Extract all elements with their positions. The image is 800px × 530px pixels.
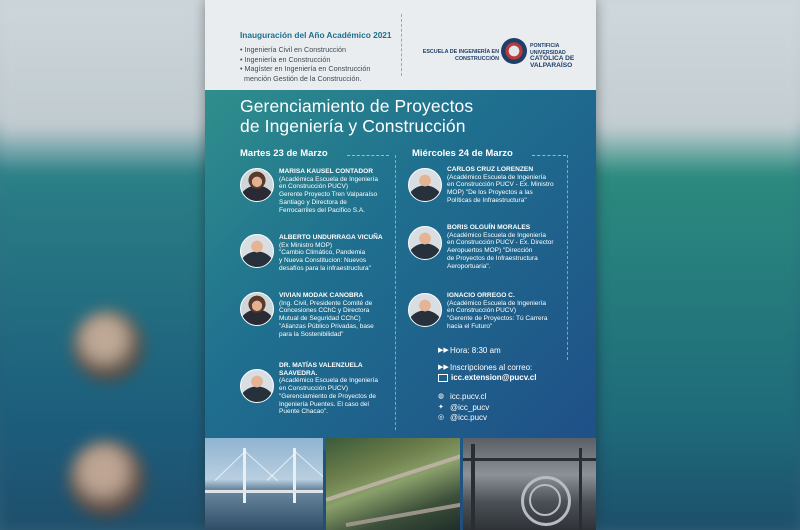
bridge-photo xyxy=(205,438,323,530)
speaker-name: BORIS OLGUÍN MORALES xyxy=(447,224,531,231)
registration xyxy=(438,363,536,383)
speaker-detail: "Gerenciamiento de Proyectos de xyxy=(279,392,376,400)
speaker-detail: en Construcción PUCV) xyxy=(279,385,348,393)
speaker-detail: (Académico Escuela de Ingeniería xyxy=(447,173,547,181)
globe-icon: ◍ xyxy=(438,393,445,401)
photo-strip xyxy=(205,438,596,530)
column-divider xyxy=(567,155,568,360)
speaker-avatar xyxy=(240,369,274,403)
speaker-detail: en Construcción PUCV - Ex. Ministro xyxy=(447,181,554,189)
speaker-detail: y Nueva Constitucion: Nuevos xyxy=(279,257,367,265)
speaker-detail: hacia el Futuro" xyxy=(447,322,493,330)
university-line: CATÓLICA DE xyxy=(530,55,575,63)
speaker-detail: Gerente Proyecto Tren Valparaíso xyxy=(279,191,378,199)
hour-text: Hora: 8:30 am xyxy=(450,346,501,355)
school-name: ESCUELA DE INGENIERÍA EN CONSTRUCCIÓN xyxy=(422,49,499,62)
inauguration-title: Inauguración del Año Académico 2021 xyxy=(240,30,392,40)
speaker-name: ALBERTO UNDURRAGA VICUÑA xyxy=(279,234,383,241)
speaker-name: SAAVEDRA. xyxy=(279,369,318,377)
title-line: de Ingeniería y Construcción xyxy=(240,115,466,136)
speaker-detail: "Alianzas Público Privadas, base xyxy=(279,322,374,330)
speaker-detail: Ingeniería Puentes. El caso del xyxy=(279,400,369,408)
program-item: mención Gestión de la Construcción. xyxy=(240,73,362,83)
speaker-name: DR. MATÍAS VALENZUELA xyxy=(279,362,363,369)
website-link[interactable]: icc.pucv.cl xyxy=(450,392,487,401)
event-poster xyxy=(205,0,596,530)
speaker-name: IGNACIO ORREGO C. xyxy=(447,292,515,299)
speaker-detail: para la Sostenibilidad" xyxy=(279,330,344,338)
speaker-detail: Puente Chacao". xyxy=(279,408,328,416)
speaker-detail: Mutual de Seguridad CChC) xyxy=(279,315,361,323)
social-links xyxy=(438,392,489,424)
twitter-icon: ✦ xyxy=(438,403,444,411)
instagram-link[interactable]: @icc.pucv xyxy=(450,413,488,422)
speaker-detail: (Académico Escuela de Ingeniería xyxy=(447,299,547,307)
speaker-card xyxy=(279,234,395,273)
speaker-avatar xyxy=(240,234,274,268)
speaker-detail: (Académica Escuela de Ingeniería xyxy=(279,175,379,183)
speaker-detail: MOP) "De los Proyectos a las xyxy=(447,189,533,197)
instagram-icon: ◎ xyxy=(438,414,445,422)
day1-rule xyxy=(347,155,389,156)
registration-email[interactable]: icc.extension@pucv.cl xyxy=(451,373,537,382)
speaker-detail: desafíos para la infraestructura" xyxy=(279,264,371,272)
play-icon: ▶▶ xyxy=(438,364,449,372)
speaker-detail: (Ing. Civil, Presidente Comité de xyxy=(279,299,373,307)
speaker-detail: Santiago y Directora de xyxy=(279,198,347,206)
header-divider xyxy=(401,14,402,76)
tunnel-photo xyxy=(463,438,596,530)
speaker-detail: Aeropuertos MOP) "Dirección xyxy=(447,247,533,255)
event-hour xyxy=(438,346,501,356)
speaker-card xyxy=(279,168,395,214)
speaker-detail: "Gerente de Proyectos: Tú Carrera xyxy=(447,315,548,323)
speaker-detail: "Cambio Climático, Pandemia xyxy=(279,249,366,257)
play-icon: ▶▶ xyxy=(438,347,449,355)
speaker-detail: Aeroportuaria". xyxy=(447,262,491,270)
university-line: UNIVERSIDAD xyxy=(530,49,566,56)
speaker-detail: (Ex Ministro MOP) xyxy=(279,241,333,249)
day2-label: Miércoles 24 de Marzo xyxy=(412,148,513,159)
column-divider xyxy=(395,155,396,430)
day1-label: Martes 23 de Marzo xyxy=(240,148,328,159)
program-item: • Ingeniería en Construcción xyxy=(240,54,331,64)
mail-icon xyxy=(438,374,448,382)
poster-title xyxy=(240,97,473,136)
program-item: • Ingeniería Civil en Construcción xyxy=(240,45,346,54)
speaker-name: CARLOS CRUZ LORENZEN xyxy=(447,166,534,173)
speaker-name: VIVIAN MODAK CANOBRA xyxy=(279,292,364,299)
speaker-avatar xyxy=(240,168,274,202)
speaker-detail: en Construcción PUCV) xyxy=(279,183,348,191)
speaker-card xyxy=(447,224,567,270)
speaker-avatar xyxy=(408,168,442,202)
speaker-avatar xyxy=(408,226,442,260)
university-line: VALPARAÍSO xyxy=(530,61,573,69)
twitter-link[interactable]: @icc_pucv xyxy=(450,402,490,412)
speaker-detail: Políticas de Infraestructura" xyxy=(447,196,527,204)
university-line: PONTIFICIA xyxy=(530,43,560,49)
speaker-detail: Ferrocarriles del Pacífico S.A. xyxy=(279,206,365,214)
speaker-detail: en Construcción PUCV) xyxy=(447,307,516,315)
speaker-card xyxy=(279,362,395,416)
highway-photo xyxy=(326,438,460,530)
programs-list xyxy=(240,45,370,83)
university-logo-text xyxy=(530,43,574,69)
speaker-avatar xyxy=(240,292,274,326)
speaker-detail: en Construcción PUCV - Ex. Director xyxy=(447,239,554,247)
speaker-name: MARISA KAUSEL CONTADOR xyxy=(279,168,374,175)
speaker-card xyxy=(447,292,567,331)
speaker-detail: (Académico Escuela de Ingeniería xyxy=(447,231,547,239)
university-seal-icon xyxy=(501,38,527,64)
speaker-detail: de Proyectos de Infraestructura xyxy=(447,254,538,262)
day2-rule xyxy=(532,155,566,156)
speaker-card xyxy=(279,292,395,338)
register-label: Inscripciones al correo: xyxy=(450,363,533,372)
speaker-avatar xyxy=(408,293,442,327)
speaker-card xyxy=(447,166,567,205)
speaker-detail: Concesiones CChC y Directora xyxy=(279,307,370,315)
title-line: Gerenciamiento de Proyectos xyxy=(240,96,474,116)
blurred-background-right xyxy=(596,0,800,530)
blurred-avatar xyxy=(68,440,146,518)
program-item: • Magíster en Ingeniería en Construcción xyxy=(240,64,371,73)
speaker-detail: (Académico Escuela de Ingeniería xyxy=(279,377,379,385)
blurred-avatar xyxy=(72,310,144,382)
